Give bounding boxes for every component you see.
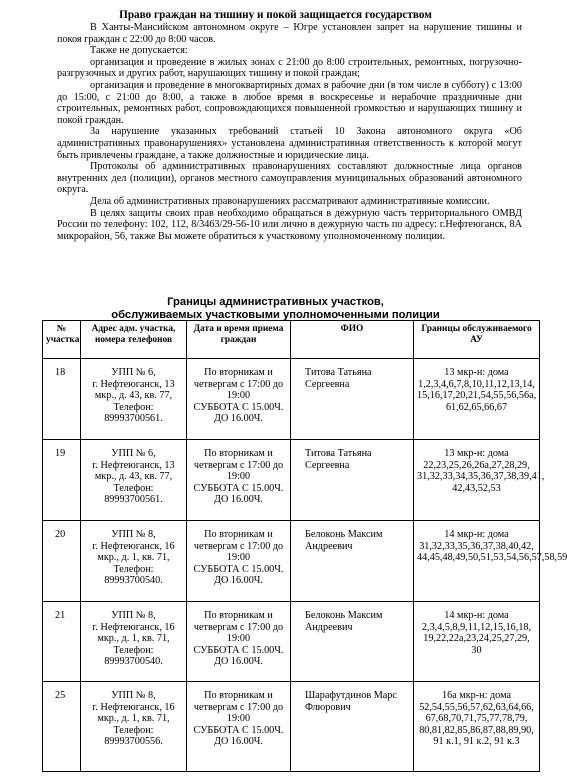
paragraph-protocols: Протоколы об административных правонарушениях составляют должностные лица органов внутренних дел (полиции), органов местного самоуправления муниципальных образований автономного округа.	[57, 161, 522, 196]
phone-number: 89993700556.	[104, 736, 163, 748]
bounds-cell: 16а мкр-н: дома 52,54,55,56,57,62,63,64,66, 67,68,70,71,75,77,78,79, 80,81,82,85,86,87,88,89,90, 91 к.1, 91 к.2, 91 к.3	[414, 682, 540, 772]
officer-name: Белоконь Максим Андреевич	[291, 521, 414, 602]
document-body	[57, 22, 522, 242]
table-header-row	[43, 321, 540, 359]
phone-label: Телефон:	[113, 401, 154, 413]
bounds-cell: 13 мкр-н: дома 1,2,3,4,6,7,8,10,11,12,13,14, 15,16,17,20,21,54,55,56,56а, 61,62,65,66,67	[414, 359, 540, 440]
schedule-saturday: СУББОТА С 15.00Ч. ДО 16.00Ч.	[193, 401, 284, 425]
upp-label: УПП № 6,	[111, 448, 156, 459]
schedule-cell	[187, 602, 291, 682]
paragraph-liability: За нарушение указанных требований статьей 10 Закона автономного округа «Об административных правонарушениях» установлена административная ответственность к которой могут быть привлечены граждане, а также должностные и юридические лица.	[57, 126, 522, 161]
officer-name: Титова Татьяна Сергеевна	[291, 440, 414, 521]
paragraph-curfew: В Ханты-Мансийском автономном округе – Югре установлен запрет на нарушение тишины и покоя граждан с 22:00 до 8:00 часов.	[57, 22, 522, 45]
header-bounds: Границы обслуживаемого АУ	[414, 321, 540, 359]
upp-label: УПП № 8,	[111, 690, 156, 701]
officer-name: Титова Татьяна Сергеевна	[291, 359, 414, 440]
precinct-number: 18	[43, 359, 81, 440]
table-title-line1: Границы административных участков,	[167, 296, 384, 308]
phone-label: Телефон:	[113, 563, 154, 575]
address-text: г. Нефтеюганск, 16 мкр., д. 1, кв. 71,	[92, 621, 175, 645]
address-cell	[81, 440, 187, 521]
table-title-line2: обслуживаемых участковыми уполномоченными полиции	[111, 308, 440, 321]
bounds-cell: 14 мкр-н: дома 31,32,33,35,36,37,38,40,42, 44,45,48,49,50,51,53,54,56,57,58,59	[414, 521, 540, 602]
table-title	[0, 296, 551, 321]
address-text: г. Нефтеюганск, 16 мкр., д. 1, кв. 71,	[92, 540, 175, 564]
header-num: № участка	[43, 321, 81, 359]
schedule-weekdays: По вторникам и четвергам с 17:00 до 19:00	[193, 610, 284, 645]
schedule-saturday: СУББОТА С 15.00Ч. ДО 16.00Ч.	[193, 724, 284, 748]
schedule-cell	[187, 440, 291, 521]
address-text: г. Нефтеюганск, 16 мкр., д. 1, кв. 71,	[92, 701, 175, 725]
schedule-saturday: СУББОТА С 15.00Ч. ДО 16.00Ч.	[193, 482, 284, 506]
schedule-weekdays: По вторникам и четвергам с 17:00 до 19:00	[193, 529, 284, 564]
phone-number: 89993700540.	[104, 656, 163, 668]
address-cell	[81, 359, 187, 440]
schedule-weekdays: По вторникам и четвергам с 17:00 до 19:00	[193, 690, 284, 725]
paragraph-commissions: Дела об административных правонарушениях рассматривают административные комиссии.	[90, 195, 490, 207]
address-cell	[81, 521, 187, 602]
officer-name: Белоконь Максим Андреевич	[291, 602, 414, 682]
address-text: г. Нефтеюганск, 13 мкр., д. 43, кв. 77,	[92, 459, 175, 483]
schedule-saturday: СУББОТА С 15.00Ч. ДО 16.00Ч.	[193, 644, 284, 668]
schedule-cell	[187, 521, 291, 602]
table-row	[43, 440, 540, 521]
precincts-table	[42, 320, 567, 772]
table-row	[43, 359, 540, 440]
schedule-weekdays: По вторникам и четвергам с 17:00 до 19:00	[193, 367, 284, 402]
document-title: Право граждан на тишину и покой защищается государством	[119, 9, 432, 21]
table-row	[43, 682, 540, 772]
header-fio: ФИО	[291, 321, 414, 359]
paragraph-apartment-works: организация и проведение в многоквартирных домах в рабочие дни (в том числе в субботу) с 13:00 до 15:00, с 21:00 до 8:00, а также в любое время в воскресенье и нерабочие праздничные дни строительных, ремонтных работ, сопровождающихся повышенной громкостью и нарушающих тишину и покой граждан.	[57, 79, 522, 126]
paragraph-also: Также не допускается:	[90, 45, 188, 57]
header-address: Адрес адм. участка, номера телефонов	[81, 321, 187, 359]
upp-label: УПП № 8,	[111, 529, 156, 540]
bounds-cell: 14 мкр-н: дома 2,3,4,5,8,9,11,12,15,16,18, 19,22,22а,23,24,25,27,29, 30	[414, 602, 540, 682]
precinct-number: 25	[43, 682, 81, 772]
schedule-weekdays: По вторникам и четвергам с 17:00 до 19:00	[193, 448, 284, 483]
precinct-number: 19	[43, 440, 81, 521]
address-cell	[81, 602, 187, 682]
schedule-cell	[187, 359, 291, 440]
schedule-cell	[187, 682, 291, 772]
schedule-saturday: СУББОТА С 15.00Ч. ДО 16.00Ч.	[193, 563, 284, 587]
phone-number: 89993700540.	[104, 575, 163, 587]
upp-label: УПП № 8,	[111, 610, 156, 621]
table-row	[43, 521, 540, 602]
phone-label: Телефон:	[113, 724, 154, 736]
upp-label: УПП № 6,	[111, 367, 156, 378]
address-cell	[81, 682, 187, 772]
precinct-number: 20	[43, 521, 81, 602]
bounds-cell: 13 мкр-н: дома 22,23,25,26,26а,27,28,29, 31,32,33,34,35,36,37,38,39,41, 42,43,52,53	[414, 440, 540, 521]
phone-number: 89993700561.	[104, 494, 163, 506]
phone-label: Телефон:	[113, 482, 154, 494]
table-row	[43, 602, 540, 682]
header-schedule: Дата и время приема граждан	[187, 321, 291, 359]
paragraph-residential-works: организация и проведение в жилых зонах с 21:00 до 8:00 строительных, ремонтных, погрузочно-разгрузочных и других работ, нарушающих тишину и покой граждан;	[57, 56, 522, 80]
phone-label: Телефон:	[113, 644, 154, 656]
officer-name: Шарафутдинов Марс Флюрович	[291, 682, 414, 772]
paragraph-contacts: В целях защиты своих прав необходимо обращаться в дежурную часть территориального ОМВД России по телефону: 102, 112, 8/3463/29-56-10 или лично в дежурную часть по адресу: г.Нефтеюганск, 8А микрорайон, 56, также Вы можете обратиться к участковому уполномоченному полиции.	[57, 207, 522, 242]
precinct-number: 21	[43, 602, 81, 682]
address-text: г. Нефтеюганск, 13 мкр., д. 43, кв. 77,	[92, 378, 175, 402]
phone-number: 89993700561.	[104, 413, 163, 425]
